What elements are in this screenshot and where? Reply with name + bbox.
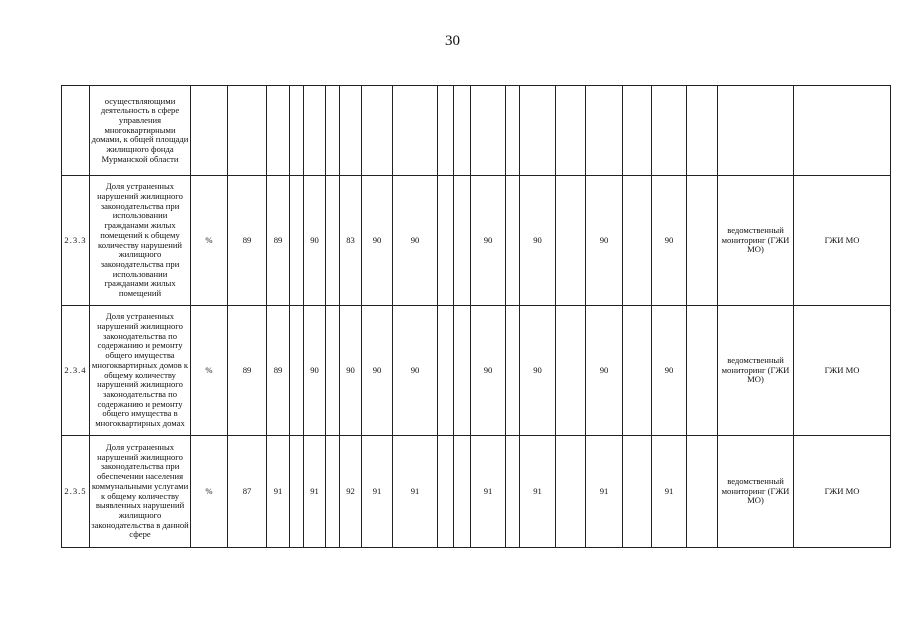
unit-cell	[191, 86, 228, 176]
value-cell: 90	[393, 306, 438, 436]
spacer-cell	[506, 176, 520, 306]
spacer-cell	[506, 306, 520, 436]
indicator-name: осуществляющими деятельность в сфере управления многоквартирными домами, к общей площади жилищного фонда Мурманской области	[90, 86, 191, 176]
spacer-cell	[556, 86, 586, 176]
unit-cell: %	[191, 306, 228, 436]
spacer-cell	[623, 86, 652, 176]
spacer-cell	[290, 306, 304, 436]
spacer-cell	[438, 306, 454, 436]
spacer-cell	[556, 306, 586, 436]
responsible-cell: ГЖИ МО	[794, 436, 891, 548]
value-cell: 91	[586, 436, 623, 548]
value-cell: 90	[304, 176, 326, 306]
source-cell: ведомственный мониторинг (ГЖИ МО)	[718, 436, 794, 548]
value-cell: 90	[362, 306, 393, 436]
responsible-cell: ГЖИ МО	[794, 306, 891, 436]
value-cell	[228, 86, 267, 176]
value-cell	[304, 86, 326, 176]
spacer-cell	[623, 176, 652, 306]
spacer-cell	[326, 86, 340, 176]
source-cell: ведомственный мониторинг (ГЖИ МО)	[718, 306, 794, 436]
table-row	[62, 436, 891, 548]
table-row	[62, 176, 891, 306]
value-cell: 91	[520, 436, 556, 548]
value-cell: 89	[228, 176, 267, 306]
spacer-cell	[438, 86, 454, 176]
spacer-cell	[326, 306, 340, 436]
row-number: 2.3.5	[62, 436, 90, 548]
value-cell: 90	[652, 176, 687, 306]
indicator-name: Доля устраненных нарушений жилищного законодательства при обеспечении населения коммунальными услугами к общему количеству выявленных нарушений жилищного законодательства в данной сфере	[90, 436, 191, 548]
spacer-cell	[506, 436, 520, 548]
spacer-cell	[687, 306, 718, 436]
spacer-cell	[506, 86, 520, 176]
spacer-cell	[556, 436, 586, 548]
indicators-table	[61, 85, 891, 548]
indicator-name: Доля устраненных нарушений жилищного законодательства при использовании гражданами жилых помещений к общему количеству нарушений жилищного законодательства при использовании гражданами жилых помещений	[90, 176, 191, 306]
spacer-cell	[438, 436, 454, 548]
value-cell: 89	[267, 176, 290, 306]
value-cell	[586, 86, 623, 176]
spacer-cell	[438, 176, 454, 306]
spacer-cell	[687, 86, 718, 176]
value-cell: 91	[393, 436, 438, 548]
value-cell: 90	[362, 176, 393, 306]
value-cell: 90	[304, 306, 326, 436]
value-cell: 91	[471, 436, 506, 548]
value-cell: 90	[471, 176, 506, 306]
value-cell: 87	[228, 436, 267, 548]
responsible-cell	[794, 86, 891, 176]
value-cell: 90	[340, 306, 362, 436]
spacer-cell	[326, 176, 340, 306]
spacer-cell	[326, 436, 340, 548]
value-cell: 83	[340, 176, 362, 306]
spacer-cell	[454, 306, 471, 436]
value-cell	[520, 86, 556, 176]
unit-cell: %	[191, 176, 228, 306]
value-cell	[340, 86, 362, 176]
spacer-cell	[290, 176, 304, 306]
spacer-cell	[623, 436, 652, 548]
spacer-cell	[454, 86, 471, 176]
value-cell	[362, 86, 393, 176]
value-cell: 90	[520, 306, 556, 436]
value-cell: 90	[393, 176, 438, 306]
value-cell	[267, 86, 290, 176]
spacer-cell	[290, 86, 304, 176]
value-cell	[471, 86, 506, 176]
spacer-cell	[454, 176, 471, 306]
responsible-cell: ГЖИ МО	[794, 176, 891, 306]
value-cell: 90	[586, 306, 623, 436]
spacer-cell	[454, 436, 471, 548]
value-cell: 91	[362, 436, 393, 548]
value-cell: 90	[471, 306, 506, 436]
value-cell: 92	[340, 436, 362, 548]
row-number: 2.3.4	[62, 306, 90, 436]
value-cell: 91	[267, 436, 290, 548]
spacer-cell	[687, 176, 718, 306]
table-row	[62, 86, 891, 176]
row-number: 2.3.3	[62, 176, 90, 306]
value-cell: 90	[520, 176, 556, 306]
value-cell: 91	[304, 436, 326, 548]
unit-cell: %	[191, 436, 228, 548]
source-cell	[718, 86, 794, 176]
value-cell: 89	[228, 306, 267, 436]
source-cell: ведомственный мониторинг (ГЖИ МО)	[718, 176, 794, 306]
row-number	[62, 86, 90, 176]
spacer-cell	[687, 436, 718, 548]
value-cell	[393, 86, 438, 176]
value-cell	[652, 86, 687, 176]
spacer-cell	[290, 436, 304, 548]
spacer-cell	[623, 306, 652, 436]
value-cell: 90	[586, 176, 623, 306]
table-row	[62, 306, 891, 436]
value-cell: 89	[267, 306, 290, 436]
value-cell: 91	[652, 436, 687, 548]
page-number: 30	[445, 33, 460, 49]
indicator-name: Доля устраненных нарушений жилищного законодательства по содержанию и ремонту общего имущества многоквартирных домов к общему количеству нарушений жилищного законодательства по содержанию и ремонту общего имущества в многоквартирных домах	[90, 306, 191, 436]
spacer-cell	[556, 176, 586, 306]
value-cell: 90	[652, 306, 687, 436]
